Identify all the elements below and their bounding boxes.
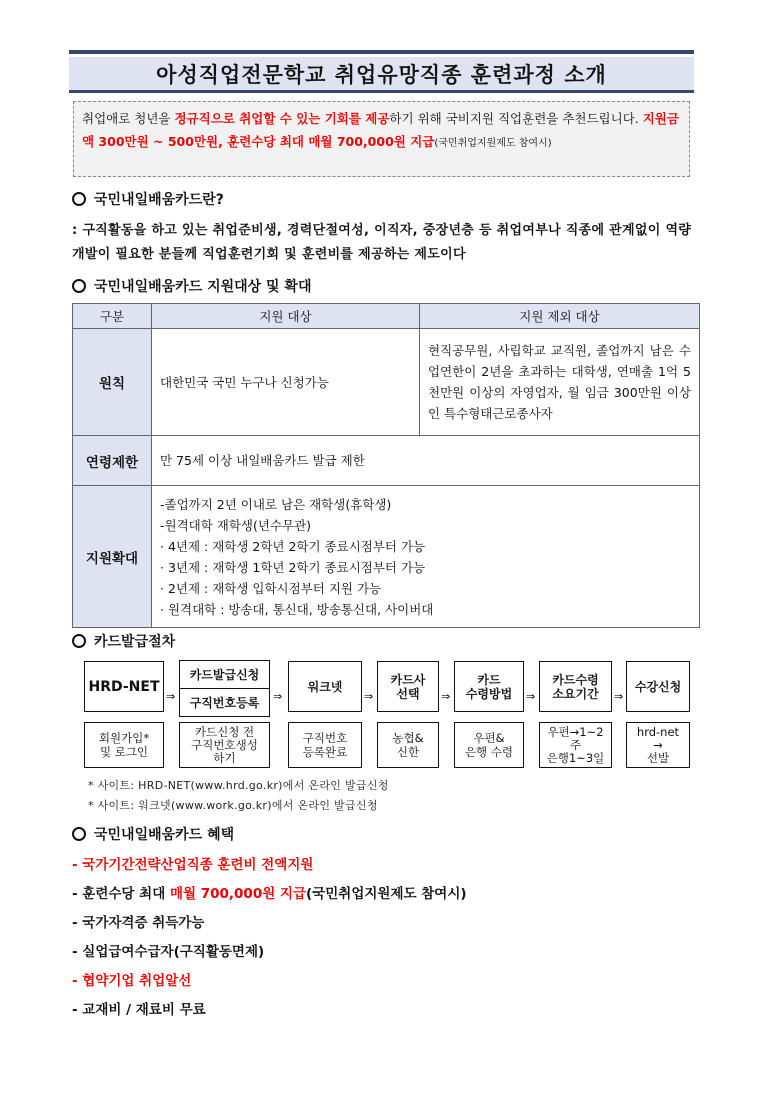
expansion-line: · 원격대학 : 방송대, 통신대, 방송통신대, 사이버대 [160,601,434,617]
row-label: 지원확대 [73,486,152,628]
card-description: : 구직활동을 하고 있는 취업준비생, 경력단절여성, 이직자, 중장년층 등 취업여부나 직종에 관계없이 역량개발이 필요한 분들께 직업훈련기회 및 훈련비를 제공하는 제도이다 [72,223,692,262]
site-note: * 사이트: HRD-NET(www.hrd.go.kr)에서 온라인 발급신청 [88,779,389,792]
circle-bullet-icon [72,827,86,841]
section-heading-eligibility [72,276,311,296]
flow-step-label: 워크넷 [307,679,343,694]
table-header-row [73,304,700,329]
arrow-right-icon: ⇒ [364,690,374,703]
flow-detail [539,722,612,768]
circle-bullet-icon [72,192,86,206]
benefit-item: - 국가자격증 취득가능 [72,915,205,931]
excluded-cell: 현직공무원, 사립학교 교직원, 졸업까지 남은 수업연한이 2년을 초과하는 대학생, 연매출 1억 5천만원 이상의 자영업자, 월 임금 300만원 이상인 특수형태근로종사자 [420,329,700,436]
flow-step-worknet [288,661,362,712]
age-limit-cell: 만 75세 이상 내일배움카드 발급 제한 [152,436,700,486]
intro-note: (국민취업지원제도 참여시) [434,138,552,149]
benefit-text: - 국가기간전략산업직종 [72,857,218,873]
expansion-cell [152,486,700,628]
column-header: 지원 제외 대상 [420,304,700,329]
table-row [73,329,700,436]
intro-highlight-2: 지원금액 300만원 ~ 500만원, 훈련수당 최대 매월 700,000원 지급 [82,111,679,149]
intro-text: 취업애로 청년을 [82,111,175,126]
flow-detail-text: 농협& 신한 [392,731,424,759]
eligibility-table [72,303,700,628]
flow-detail-text: 우편→1~2 주 은행1~3일 [546,724,605,765]
arrow-right-icon: ⇒ [526,690,536,703]
flow-detail [377,722,439,768]
flow-step-label: 카드발급신청 [180,661,269,689]
section-title: 국민내일배움카드란? [94,192,224,208]
flow-detail-text: hrd-net → 선발 [636,724,680,765]
expansion-line: · 3년제 : 재학생 1학년 2학기 종료시점부터 가능 [160,559,426,575]
flow-detail-text: 카드신청 전 구직번호생성 하기 [191,724,258,765]
expansion-line: · 2년제 : 재학생 입학시점부터 지원 가능 [160,580,382,596]
intro-highlight: 정규직으로 취업할 수 있는 기회를 제공 [174,111,390,126]
benefit-item [72,853,313,873]
benefit-item [72,882,467,902]
flow-step-label: 구직번호등록 [189,695,260,710]
flow-detail [179,722,270,768]
target-cell: 대한민국 국민 누구나 신청가능 [152,329,420,436]
flow-step-label: 수강신청 [634,679,682,694]
flow-step-card-apply [179,660,270,717]
flow-step-receive-period [539,661,612,712]
column-header: 지원 대상 [152,304,420,329]
section-heading-card-info [72,189,224,209]
flow-detail [454,722,524,768]
intro-text-2: 하기 위해 국비지원 직업훈련을 추천드립니다. [389,111,643,126]
expansion-line: -원격대학 재학생(년수무관) [160,517,312,533]
flow-step-label: 카드수령 소요기간 [552,672,599,701]
table-row [73,486,700,628]
flow-step-receive-method [454,661,524,712]
expansion-line: -졸업까지 2년 이내로 남은 재학생(휴학생) [160,496,392,512]
flow-detail-text: 회원가입* 및 로그인 [98,731,150,759]
row-label: 연령제한 [73,436,152,486]
intro-box [73,101,690,177]
page-title: 아성직업전문학교 취업유망직종 훈련과정 소개 [156,62,607,87]
benefit-item: - 실업급여수급자(구직활동면제) [72,944,265,960]
benefit-text: - 훈련수당 최대 [72,886,170,902]
flow-step-label: 카드사 선택 [390,672,426,701]
flow-detail [626,722,690,768]
flow-detail [288,722,362,768]
benefit-item: - 협약기업 취업알선 [72,973,192,989]
circle-bullet-icon [72,279,86,293]
flow-step-card-company [377,661,439,712]
flow-detail [84,722,164,768]
benefit-item: - 교재비 / 재료비 무료 [72,1002,206,1018]
arrow-right-icon: ⇒ [441,690,451,703]
benefit-highlight: 훈련비 전액지원 [217,857,314,873]
column-header: 구분 [73,304,152,329]
site-note: * 사이트: 워크넷(www.work.go.kr)에서 온라인 발급신청 [88,799,378,812]
flow-step-enroll [626,661,690,712]
title-top-rule [69,50,694,54]
section-title: 국민내일배움카드 지원대상 및 확대 [94,279,312,295]
arrow-right-icon: ⇒ [273,690,283,703]
section-heading-procedure [72,631,175,651]
benefit-note: (국민취업지원제도 참여시) [306,886,467,902]
flow-step-label: 카드 수령방법 [465,672,513,701]
flow-step-hrdnet [84,661,164,712]
flow-step-label: HRD-NET [88,678,160,695]
section-title: 카드발급절차 [94,634,176,650]
arrow-right-icon: ⇒ [614,690,624,703]
benefit-highlight: 매월 700,000원 지급 [169,886,307,902]
arrow-right-icon: ⇒ [166,690,176,703]
expansion-line: · 4년제 : 재학생 2학년 2학기 종료시점부터 가능 [160,538,426,554]
section-title: 국민내일배움카드 혜택 [94,827,235,843]
flow-detail-text: 구직번호 등록완료 [302,731,348,759]
title-banner [69,57,694,93]
circle-bullet-icon [72,634,86,648]
table-row [73,436,700,486]
flow-detail-text: 우편& 은행 수령 [464,731,514,759]
row-label: 원칙 [73,329,152,436]
section-heading-benefits [72,824,234,844]
